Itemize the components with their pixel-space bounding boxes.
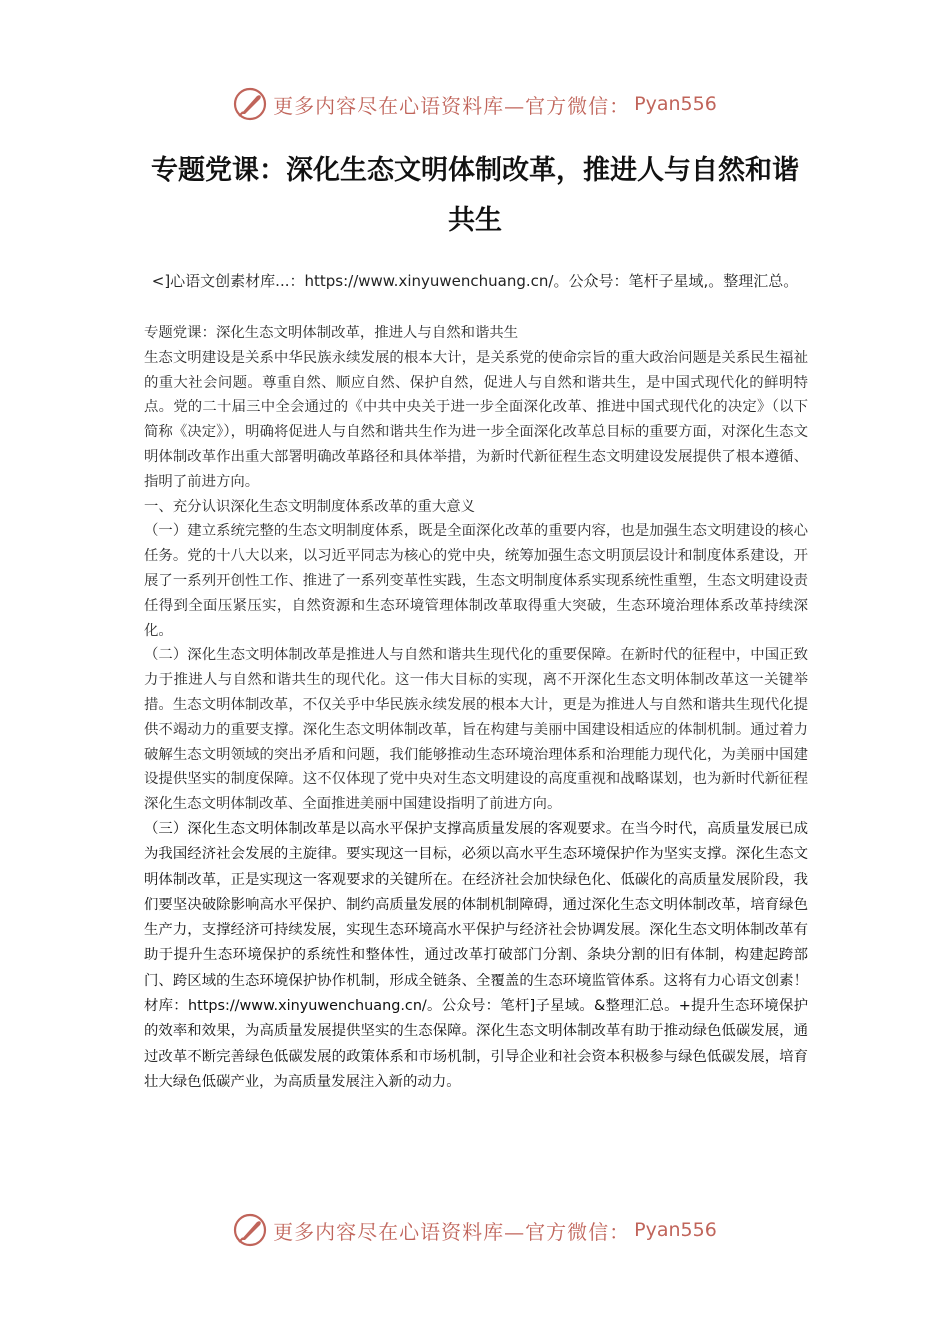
section-heading: 一、充分认识深化生态文明制度体系改革的重大意义: [144, 498, 475, 515]
header-banner: [0, 84, 950, 124]
quill-pen-logo-icon: [233, 87, 267, 121]
body-paragraph: （一）建立系统完整的生态文明制度体系，既是全面深化改革的重要内容，也是加强生态文明建设的核心任务。党的十八大以来，以习近平同志为核心的党中央，统筹加强生态文明顶层设计和制度体系建设，开展了一系列开创性工作、推进了一系列变革性实践，生态文明制度体系实现系统性重塑，生态文明建设责任得到全面压紧压实，自然资源和生态环境管理体制改革取得重大突破，生态环境治理体系改革持续深化。: [144, 523, 808, 639]
document-body: [144, 321, 808, 1095]
body-paragraph: （二）深化生态文明体制改革是推进人与自然和谐共生现代化的重要保障。在新时代的征程中，中国正致力于推进人与自然和谐共生的现代化。这一伟大目标的实现，离不开深化生态文明体制改革这一关键举措。生态文明体制改革，不仅关乎中华民族永续发展的根本大计，更是为推进人与自然和谐共生现代化提供不竭动力的重要支撑。深化生态文明体制改革，旨在构建与美丽中国建设相适应的体制机制。通过着力破解生态文明领域的突出矛盾和问题，我们能够推动生态环境治理体系和治理能力现代化，为美丽中国建设提供坚实的制度保障。这不仅体现了党中央对生态文明建设的高度重视和战略谋划，也为新时代新征程深化生态文明体制改革、全面推进美丽中国建设指明了前进方向。: [144, 647, 808, 813]
source-line: <]心语文创素材库...：https://www.xinyuwenchuang.cn/。公众号：笔杆子星域,。整理汇总。: [151, 272, 799, 290]
body-paragraph: 生态文明建设是关系中华民族永续发展的根本大计，是关系党的使命宗旨的重大政治问题是关系民生福祉的重大社会问题。尊重自然、顺应自然、保护自然，促进人与自然和谐共生，是中国式现代化的鲜明特点。党的二十届三中全会通过的《中共中央关于进一步全面深化改革、推进中国式现代化的决定》（以下简称《决定》），明确将促进人与自然和谐共生作为进一步全面深化改革总目标的重要方面，对深化生态文明体制改革作出重大部署明确改革路径和具体举措，为新时代新征程生态文明建设发展提供了根本遵循、指明了前进方向。: [144, 349, 808, 490]
banner-text: 更多内容尽在心语资料库—官方微信：: [273, 93, 631, 118]
banner-text: 更多内容尽在心语资料库—官方微信：: [273, 1219, 631, 1244]
banner-wechat-id: Pyan556: [634, 1219, 717, 1241]
document-title: 专题党课：深化生态文明体制改革，推进人与自然和谐共生: [151, 155, 799, 236]
footer-banner: [0, 1210, 950, 1250]
body-paragraph: （三）深化生态文明体制改革是以高水平保护支撑高质量发展的客观要求。在当今时代，高质量发展已成为我国经济社会发展的主旋律。要实现这一目标，必须以高水平生态环境保护作为坚实支撑。深化生态文明体制改革，正是实现这一客观要求的关键所在。在经济社会加快绿色化、低碳化的高质量发展阶段，我们要坚决破除影响高水平保护、制约高质量发展的体制机制障碍，通过深化生态文明体制改革，培育绿色生产力，支撑经济可持续发展，实现生态环境高水平保护与经济社会协调发展。深化生态文明体制改革有助于提升生态环境保护的系统性和整体性，通过改革打破部门分割、条块分割的旧有体制，构建起跨部门、跨区域的生态环境保护协作机制，形成全链条、全覆盖的生态环境监管体系。这将有力心语文创素！材库：https://www.xinyuwenchuang.cn/。公众号：笔杆]子星域。&整理汇总。+提升生态环境保护的效率和效果，为高质量发展提供坚实的生态保障。深化生态文明体制改革有助于推动绿色低碳发展，通过改革不断完善绿色低碳发展的政策体系和市场机制，引导企业和社会资本积极参与绿色低碳发展，培育壮大绿色低碳产业，为高质量发展注入新的动力。: [144, 820, 808, 1090]
banner-wechat-id: Pyan556: [634, 93, 717, 115]
quill-pen-logo-icon: [233, 1213, 267, 1247]
body-paragraph: 专题党课：深化生态文明体制改革，推进人与自然和谐共生: [144, 325, 519, 341]
